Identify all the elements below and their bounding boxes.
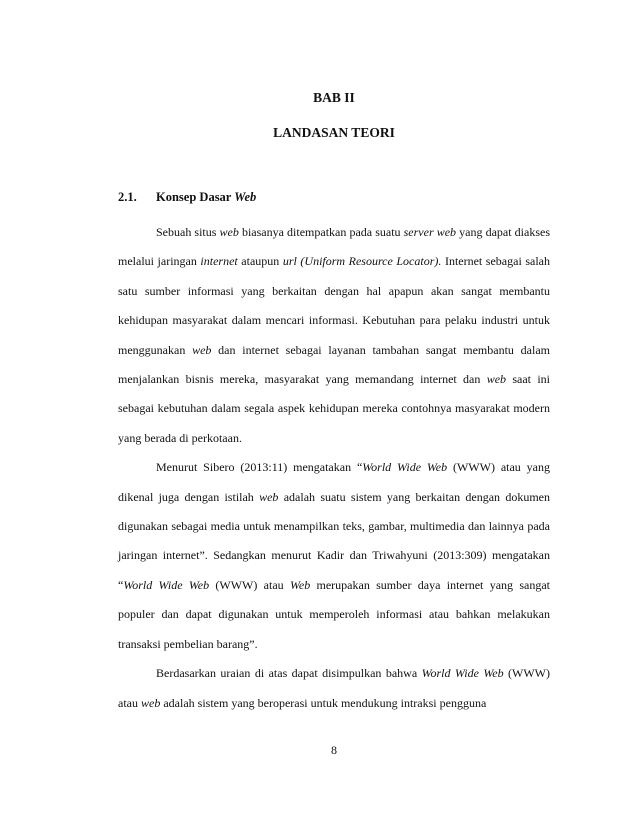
text-run: yang dapat diakses melalui jaringan	[118, 225, 550, 269]
text-run: (WWW) atau	[209, 577, 290, 592]
text-run: biasanya ditempatkan pada suatu	[238, 225, 404, 239]
italic-text: internet	[200, 254, 238, 269]
italic-text: web	[486, 372, 507, 387]
italic-text: web	[192, 342, 212, 357]
paragraph	[118, 659, 550, 718]
text-run: Berdasarkan uraian di atas dapat disimpulkan bahwa	[156, 666, 422, 681]
page-number: 8	[331, 743, 337, 757]
italic-text: World Wide Web	[123, 577, 210, 592]
section-title-prefix: Konsep Dasar	[156, 190, 235, 204]
text-run: adalah suatu sistem yang berkaitan dengan dokumen digunakan sebagai media untuk menampilkan teks, gambar, multimedia dan lainnya pada jaringan internet”. Sedangkan menurut Kadir dan Triwahyuni (2013:309) mengatakan “	[118, 489, 550, 592]
chapter-title: BAB II	[313, 90, 355, 105]
italic-text: web	[259, 489, 279, 504]
text-run: ataupun	[237, 254, 283, 269]
italic-text: World Wide Web	[362, 460, 448, 475]
text-run: (WWW) atau	[118, 666, 550, 710]
italic-text: web	[219, 225, 239, 239]
section-title-italic: Web	[234, 190, 257, 204]
text-run: saat ini sebagai kebutuhan dalam segala aspek kehidupan mereka contohnya masyarakat modern yang berada di perkotaan.	[118, 372, 550, 445]
paragraph	[118, 453, 550, 659]
text-run: merupakan sumber daya internet yang sangat populer dan dapat digunakan untuk memperoleh informasi atau bahkan melakukan transaksi pembelian barang”.	[118, 577, 550, 651]
italic-text: World Wide Web	[421, 666, 504, 681]
text-run: Menurut Sibero (2013:11) mengatakan “	[156, 460, 363, 475]
text-run: Sebuah situs	[156, 225, 220, 239]
italic-text: web	[141, 695, 161, 710]
italic-text: server web	[403, 225, 457, 239]
body-text	[118, 218, 550, 718]
text-run: dan internet sebagai layanan tambahan sangat membantu dalam menjalankan bisnis mereka, masyarakat yang memandang internet dan	[118, 342, 550, 387]
text-run: (WWW) atau yang dikenal juga dengan istilah	[118, 460, 550, 504]
paragraph	[118, 218, 550, 453]
text-run: adalah sistem yang beroperasi untuk mendukung intraksi pengguna	[160, 695, 487, 710]
section-number: 2.1.	[118, 190, 137, 204]
section-heading	[118, 190, 550, 205]
text-run: Internet sebagai salah satu sumber informasi yang berkaitan dengan hal apapun akan sangat membantu kehidupan masyarakat dalam mencari informasi. Kebutuhan para pelaku industri untuk menggunakan	[118, 254, 551, 357]
chapter-subtitle: LANDASAN TEORI	[273, 125, 395, 140]
italic-text: Web	[289, 577, 311, 592]
italic-text: url (Uniform Resource Locator).	[282, 254, 442, 269]
